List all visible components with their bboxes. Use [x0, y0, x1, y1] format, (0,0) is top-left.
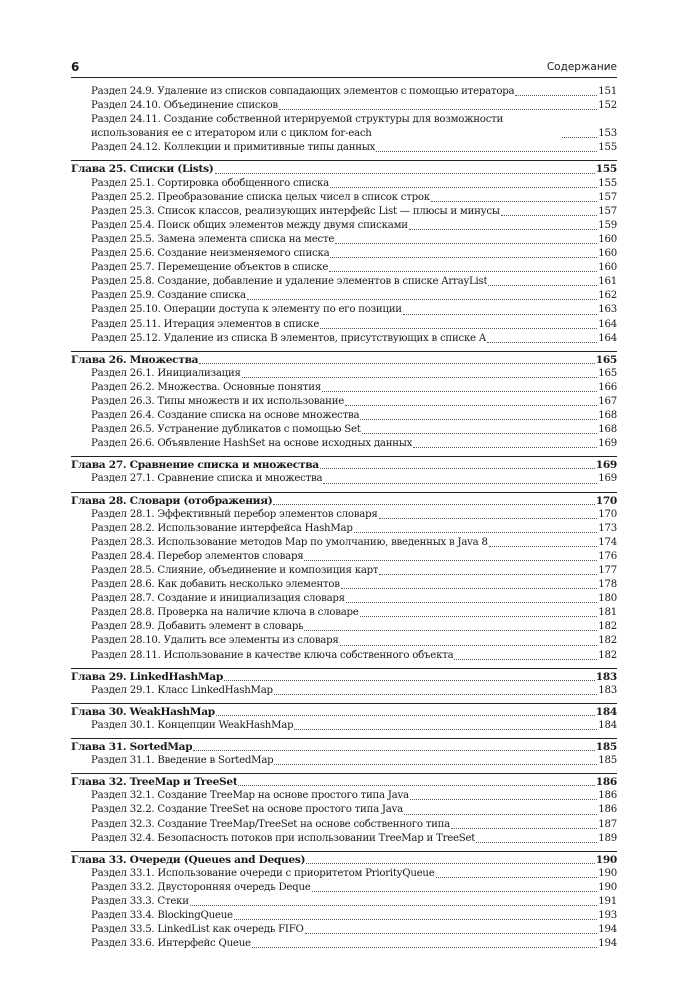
toc-entry-page-number: 159: [598, 219, 617, 231]
toc-entry-page-number: 187: [598, 818, 617, 830]
toc-section-entry[interactable]: [71, 247, 617, 261]
toc-entry-title: Раздел 26.3. Типы множеств и их использование: [91, 395, 345, 407]
toc-entry-title: Раздел 24.12. Коллекции и примитивные типы данных: [91, 142, 376, 154]
toc-entry-title: Раздел 25.8. Создание, добавление и удаление элементов в списке ArrayList: [91, 276, 488, 288]
toc-entry-page-number: 165: [595, 353, 617, 366]
toc-entry-title: Глава 30. WeakHashMap: [71, 705, 215, 718]
toc-entry-page-number: 151: [598, 86, 617, 97]
toc-entry-title: Раздел 32.2. Создание TreeSet на основе простого типа Java: [91, 804, 403, 816]
table-of-contents: [71, 85, 617, 951]
toc-entry-title: Глава 33. Очереди (Queues and Deques): [71, 853, 306, 866]
toc-entry-page-number: 184: [598, 719, 617, 731]
toc-section-entry[interactable]: [71, 719, 617, 733]
dot-leader: [238, 784, 594, 786]
toc-entry-page-number: 186: [598, 790, 617, 802]
dot-leader: [330, 256, 597, 258]
toc-entry-title: Раздел 29.1. Класс LinkedHashMap: [91, 684, 273, 696]
toc-entry-page-number: 184: [595, 705, 617, 718]
toc-entry-title: Раздел 31.1. Введение в SortedMap: [91, 755, 274, 767]
toc-entry-title: Глава 25. Списки (Lists): [71, 163, 214, 176]
toc-section-entry[interactable]: [71, 409, 617, 423]
toc-entry-title: Раздел 28.7. Создание и инициализация словаря: [91, 593, 345, 605]
toc-entry-title: Глава 31. SortedMap: [71, 741, 193, 754]
dot-leader: [379, 573, 597, 575]
toc-entry-page-number: 186: [595, 776, 617, 789]
dot-leader: [454, 658, 597, 660]
toc-entry-page-number: 161: [598, 276, 617, 288]
toc-chapter-entry[interactable]: [71, 456, 617, 472]
toc-entry-page-number: 160: [598, 233, 617, 245]
toc-section-entry[interactable]: [71, 205, 617, 219]
toc-chapter-entry[interactable]: [71, 668, 617, 684]
toc-entry-page-number: 173: [598, 522, 617, 534]
toc-entry-title: Раздел 32.1. Создание TreeMap на основе простого типа Java: [91, 790, 409, 802]
toc-section-entry[interactable]: [71, 803, 617, 817]
toc-entry-page-number: 170: [598, 508, 617, 520]
dot-leader: [410, 798, 597, 800]
toc-entry-title: Глава 32. TreeMap и TreeSet: [71, 776, 238, 789]
toc-section-entry[interactable]: [71, 754, 617, 768]
toc-entry-title: Раздел 25.11. Итерация элементов в списке: [91, 318, 320, 330]
toc-entry-page-number: 162: [598, 290, 617, 302]
toc-section-entry[interactable]: [71, 99, 617, 113]
dot-leader: [216, 714, 595, 716]
toc-section-entry[interactable]: [71, 592, 617, 606]
toc-entry-page-number: 182: [598, 649, 617, 661]
toc-entry-title: Раздел 28.2. Использование интерфейса HashMap: [91, 522, 353, 534]
dot-leader: [345, 404, 597, 406]
toc-section-entry[interactable]: [71, 177, 617, 191]
toc-section-entry[interactable]: [71, 909, 617, 923]
toc-entry-title: Раздел 33.5. LinkedList как очередь FIFO: [91, 924, 304, 936]
toc-section-entry[interactable]: [71, 332, 617, 346]
toc-entry-page-number: 164: [598, 318, 617, 330]
toc-section-entry[interactable]: [71, 832, 617, 846]
dot-leader: [330, 186, 597, 188]
toc-entry-page-number: 169: [598, 438, 617, 450]
toc-entry-title: Раздел 25.3. Список классов, реализующих интерфейс List — плюсы и минусы: [91, 205, 500, 217]
toc-entry-page-number: 157: [598, 205, 617, 217]
dot-leader: [224, 679, 595, 681]
toc-entry-page-number: 194: [598, 924, 617, 936]
toc-entry-page-number: 190: [598, 881, 617, 893]
toc-section-entry[interactable]: [71, 423, 617, 437]
toc-entry-title: Раздел 24.11. Создание собственной итерируемой структуры для возможности использования ее с итератором или с циклом for-each: [91, 114, 504, 140]
toc-entry-page-number: 160: [598, 262, 617, 274]
toc-section-entry[interactable]: [71, 113, 617, 141]
toc-section-entry[interactable]: [71, 395, 617, 409]
toc-entry-page-number: 155: [598, 142, 617, 154]
toc-section-entry[interactable]: [71, 261, 617, 275]
dot-leader: [294, 728, 597, 730]
toc-entry-page-number: 153: [598, 128, 617, 140]
dot-leader: [247, 298, 598, 300]
page-number: 6: [71, 60, 80, 74]
toc-chapter-entry[interactable]: [71, 703, 617, 719]
toc-section-entry[interactable]: [71, 867, 617, 881]
toc-section-entry[interactable]: [71, 303, 617, 317]
dot-leader: [329, 270, 597, 272]
toc-entry-title: Раздел 33.6. Интерфейс Queue: [91, 938, 251, 950]
toc-section-entry[interactable]: [71, 508, 617, 522]
dot-leader: [376, 150, 597, 152]
toc-entry-page-number: 166: [598, 381, 617, 393]
toc-section-entry[interactable]: [71, 550, 617, 564]
toc-section-entry[interactable]: [71, 937, 617, 951]
dot-leader: [190, 904, 598, 906]
toc-entry-title: Раздел 25.1. Сортировка обобщенного списка: [91, 177, 329, 189]
toc-section-entry[interactable]: [71, 649, 617, 663]
toc-entry-page-number: 193: [598, 910, 617, 922]
toc-entry-title: Раздел 25.6. Создание неизменяемого списка: [91, 248, 330, 260]
toc-section-entry[interactable]: [71, 141, 617, 155]
dot-leader: [413, 446, 597, 448]
toc-entry-page-number: 168: [598, 424, 617, 436]
toc-chapter-entry[interactable]: [71, 773, 617, 789]
toc-entry-page-number: 155: [595, 163, 617, 176]
toc-entry-title: Раздел 28.9. Добавить элемент в словарь: [91, 621, 304, 633]
dot-leader: [274, 693, 597, 695]
toc-entry-title: Раздел 25.9. Создание списка: [91, 290, 246, 302]
toc-entry-title: Раздел 26.5. Устранение дубликатов с помощью Set: [91, 424, 361, 436]
dot-leader: [501, 214, 598, 216]
toc-section-entry[interactable]: [71, 606, 617, 620]
dot-leader: [379, 517, 598, 519]
toc-entry-title: Раздел 33.2. Двусторонняя очередь Deque: [91, 881, 311, 893]
dot-leader: [273, 503, 594, 505]
running-header: [71, 61, 617, 78]
dot-leader: [279, 108, 597, 110]
toc-entry-page-number: 182: [598, 635, 617, 647]
dot-leader: [320, 467, 595, 469]
dot-leader: [341, 587, 598, 589]
toc-section-entry[interactable]: [71, 895, 617, 909]
toc-section-entry[interactable]: [71, 472, 617, 486]
toc-section-entry[interactable]: [71, 275, 617, 289]
toc-entry-title: Раздел 28.8. Проверка на наличие ключа в словаре: [91, 607, 359, 619]
dot-leader: [312, 890, 598, 892]
toc-entry-title: Раздел 33.4. BlockingQueue: [91, 910, 233, 922]
toc-entry-page-number: 170: [595, 494, 617, 507]
dot-leader: [242, 376, 598, 378]
toc-chapter-entry[interactable]: [71, 351, 617, 367]
toc-section-entry[interactable]: [71, 818, 617, 832]
toc-section-entry[interactable]: [71, 191, 617, 205]
dot-leader: [323, 482, 597, 484]
toc-entry-page-number: 169: [595, 459, 617, 472]
toc-entry-title: Раздел 28.4. Перебор элементов словаря: [91, 550, 304, 562]
toc-section-entry[interactable]: [71, 219, 617, 233]
toc-section-entry[interactable]: [71, 318, 617, 332]
dot-leader: [335, 242, 597, 244]
toc-entry-title: Раздел 25.7. Перемещение объектов в списке: [91, 262, 329, 274]
dot-leader: [451, 827, 597, 829]
dot-leader: [436, 876, 598, 878]
toc-entry-page-number: 165: [598, 367, 617, 379]
dot-leader: [274, 763, 597, 765]
toc-entry-page-number: 152: [598, 100, 617, 112]
toc-entry-page-number: 177: [598, 565, 617, 576]
toc-entry-page-number: 185: [598, 755, 617, 767]
dot-leader: [488, 284, 597, 286]
toc-entry-page-number: 183: [595, 670, 617, 683]
toc-chapter-entry[interactable]: [71, 160, 617, 176]
dot-leader: [562, 136, 597, 138]
dot-leader: [215, 172, 595, 174]
dot-leader: [193, 749, 594, 751]
toc-section-entry[interactable]: [71, 634, 617, 648]
dot-leader: [360, 615, 598, 617]
toc-entry-title: Раздел 28.6. Как добавить несколько элементов: [91, 579, 340, 591]
toc-entry-title: Раздел 28.5. Слияние, объединение и композиция карт: [91, 565, 379, 576]
toc-entry-title: Глава 28. Словари (отображения): [71, 494, 273, 507]
toc-entry-title: Раздел 32.3. Создание TreeMap/TreeSet на основе собственного типа: [91, 818, 450, 830]
toc-entry-title: Раздел 24.9. Удаление из списков совпадающих элементов с помощью итератора: [91, 86, 515, 97]
dot-leader: [489, 545, 598, 547]
toc-section-entry[interactable]: [71, 233, 617, 247]
toc-section-entry[interactable]: [71, 289, 617, 303]
toc-entry-title: Раздел 26.6. Объявление HashSet на основе исходных данных: [91, 438, 413, 450]
dot-leader: [354, 531, 598, 533]
toc-entry-page-number: 168: [598, 410, 617, 422]
toc-entry-page-number: 180: [598, 593, 617, 605]
toc-entry-page-number: 191: [598, 895, 617, 907]
toc-entry-title: Раздел 32.4. Безопасность потоков при использовании TreeMap и TreeSet: [91, 832, 476, 844]
dot-leader: [487, 341, 597, 343]
toc-section-entry[interactable]: [71, 536, 617, 550]
toc-chapter-entry[interactable]: [71, 851, 617, 867]
dot-leader: [234, 918, 598, 920]
toc-entry-title: Раздел 28.3. Использование методов Map по умолчанию, введенных в Java 8: [91, 536, 488, 548]
toc-section-entry[interactable]: [71, 85, 617, 99]
toc-section-entry[interactable]: [71, 789, 617, 803]
dot-leader: [409, 228, 598, 230]
toc-section-entry[interactable]: [71, 881, 617, 895]
dot-leader: [304, 559, 597, 561]
toc-entry-title: Раздел 25.5. Замена элемента списка на месте: [91, 233, 335, 245]
toc-section-entry[interactable]: [71, 522, 617, 536]
toc-entry-title: Раздел 24.10. Объединение списков: [91, 100, 278, 112]
toc-entry-page-number: 189: [598, 832, 617, 844]
toc-chapter-entry[interactable]: [71, 738, 617, 754]
toc-entry-page-number: 190: [595, 853, 617, 866]
toc-chapter-entry[interactable]: [71, 492, 617, 508]
toc-entry-page-number: 182: [598, 621, 617, 633]
dot-leader: [515, 94, 597, 96]
toc-entry-title: Раздел 27.1. Сравнение списка и множества: [91, 473, 323, 485]
toc-entry-title: Глава 26. Множества: [71, 353, 199, 366]
toc-section-entry[interactable]: [71, 367, 617, 381]
toc-entry-page-number: 183: [598, 684, 617, 696]
toc-section-entry[interactable]: [71, 620, 617, 634]
dot-leader: [476, 841, 597, 843]
toc-entry-page-number: 163: [598, 304, 617, 316]
dot-leader: [322, 390, 597, 392]
toc-section-entry[interactable]: [71, 564, 617, 578]
toc-entry-page-number: 157: [598, 191, 617, 203]
toc-section-entry[interactable]: [71, 437, 617, 451]
toc-section-entry[interactable]: [71, 578, 617, 592]
toc-entry-page-number: 190: [598, 867, 617, 879]
toc-entry-title: Раздел 33.3. Стеки: [91, 895, 189, 907]
toc-entry-page-number: 160: [598, 248, 617, 260]
toc-entry-title: Глава 29. LinkedHashMap: [71, 670, 223, 683]
toc-entry-page-number: 194: [598, 938, 617, 950]
toc-entry-page-number: 178: [598, 579, 617, 591]
toc-entry-title: Раздел 26.4. Создание списка на основе множества: [91, 410, 360, 422]
toc-entry-title: Раздел 33.1. Использование очереди с приоритетом PriorityQueue: [91, 867, 435, 879]
toc-entry-page-number: 169: [598, 473, 617, 485]
toc-entry-title: Раздел 28.10. Удалить все элементы из словаря: [91, 635, 339, 647]
dot-leader: [360, 418, 597, 420]
toc-entry-title: Раздел 25.2. Преобразование списка целых чисел в список строк: [91, 191, 430, 203]
dot-leader: [306, 862, 595, 864]
toc-entry-page-number: 185: [595, 741, 617, 754]
dot-leader: [340, 644, 598, 646]
toc-entry-title: Раздел 28.1. Эффективный перебор элементов словаря: [91, 508, 378, 520]
toc-section-entry[interactable]: [71, 923, 617, 937]
dot-leader: [362, 432, 598, 434]
dot-leader: [431, 200, 597, 202]
toc-entry-page-number: 155: [598, 177, 617, 189]
toc-entry-title: Раздел 25.12. Удаление из списка B элементов, присутствующих в списке A: [91, 332, 486, 344]
toc-entry-title: Раздел 25.10. Операции доступа к элементу по его позиции: [91, 304, 402, 316]
toc-entry-title: Раздел 28.11. Использование в качестве ключа собственного объекта: [91, 649, 454, 661]
running-title: Содержание: [546, 61, 617, 73]
toc-entry-page-number: 174: [598, 536, 617, 548]
toc-entry-page-number: 164: [598, 332, 617, 344]
dot-leader: [320, 327, 597, 329]
toc-entry-page-number: 181: [598, 607, 617, 619]
dot-leader: [346, 601, 597, 603]
toc-entry-title: Раздел 25.4. Поиск общих элементов между двумя списками: [91, 219, 408, 231]
toc-section-entry[interactable]: [71, 684, 617, 698]
toc-entry-page-number: 186: [598, 804, 617, 816]
toc-entry-title: Раздел 26.2. Множества. Основные понятия: [91, 381, 321, 393]
dot-leader: [199, 362, 595, 364]
toc-section-entry[interactable]: [71, 381, 617, 395]
toc-entry-page-number: 176: [598, 550, 617, 562]
dot-leader: [305, 932, 598, 934]
dot-leader: [404, 813, 597, 815]
toc-entry-title: Глава 27. Сравнение списка и множества: [71, 459, 319, 472]
dot-leader: [252, 946, 598, 948]
dot-leader: [403, 313, 597, 315]
toc-entry-page-number: 167: [598, 395, 617, 407]
toc-entry-title: Раздел 30.1. Концепции WeakHashMap: [91, 719, 294, 731]
dot-leader: [304, 629, 597, 631]
toc-entry-title: Раздел 26.1. Инициализация: [91, 367, 241, 379]
